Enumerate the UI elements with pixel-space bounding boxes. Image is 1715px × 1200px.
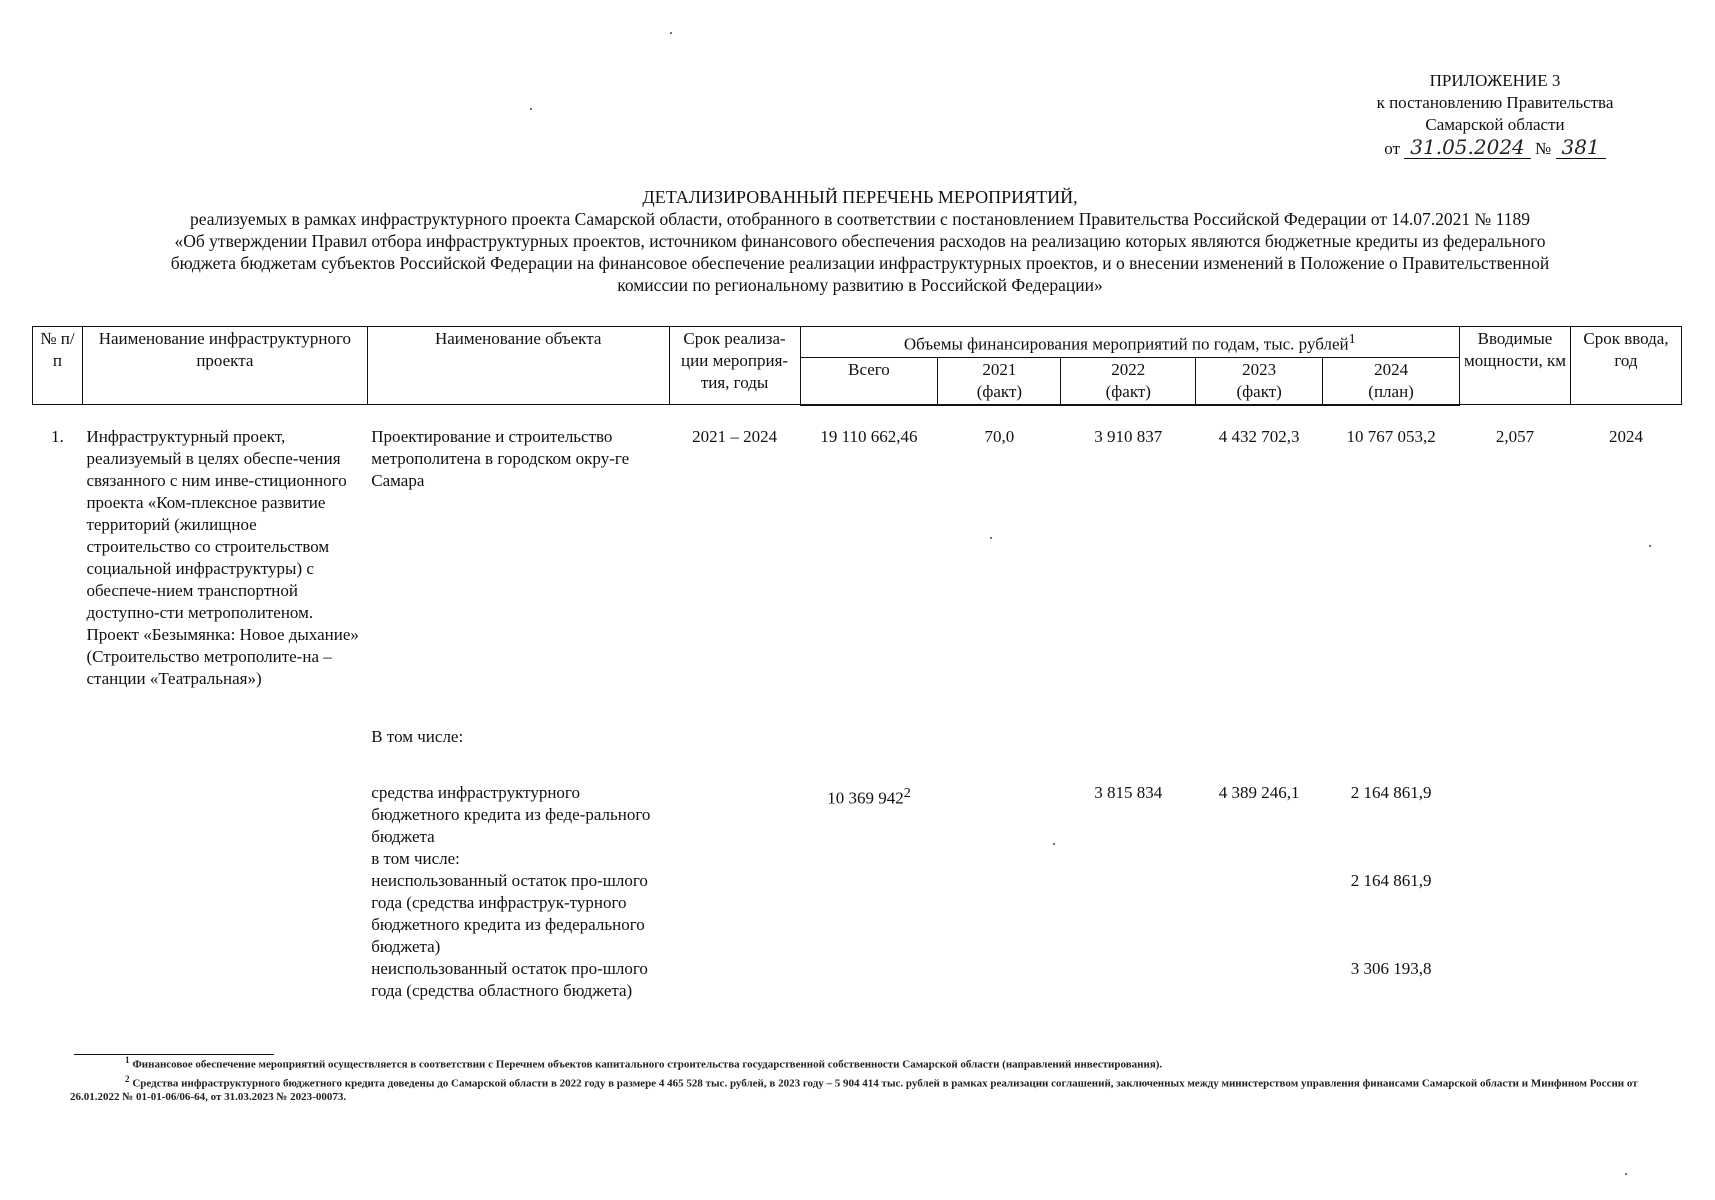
footnote-ref-2: 2 <box>903 784 911 801</box>
footnote-2-mark: 2 <box>125 1073 130 1084</box>
header-2022-note: (факт) <box>1105 381 1151 401</box>
scan-speck <box>1649 545 1651 547</box>
approval-date-line <box>1300 136 1690 160</box>
heading-line-2: «Об утверждении Правил отбора инфраструктурных проектов, источником финансового обеспечения расходов на реализацию которых являются бюджетные кредиты из федерального <box>174 231 1546 251</box>
header-period: Срок реализа-ции мероприя-тия, годы <box>669 327 800 405</box>
date-prefix: от <box>1384 139 1401 158</box>
row1-project: Инфраструктурный проект, реализуемый в целях обеспе-чения связанного с ним инве-стиционного проекта «Ком-плексное развитие территорий (жилищное строительство со строительством социальной инфраструктуры) с обеспече-нием транспортной доступно-сти метрополитеном. Проект «Безымянка: Новое дыхание» (Строительство метрополите-на – станции «Театральная») <box>86 426 359 688</box>
row2-total <box>800 782 938 870</box>
scan-speck <box>530 108 532 110</box>
measures-table <box>32 326 1682 1002</box>
header-2024 <box>1323 357 1460 405</box>
header-2024-year: 2024 <box>1374 359 1409 379</box>
header-total: Всего <box>800 357 938 405</box>
row2-object-text: средства инфраструктурного бюджетного кредита из феде-рального бюджета <box>371 782 651 846</box>
row2-object <box>367 782 669 870</box>
number-prefix: № <box>1535 139 1552 158</box>
row1-num: 1. <box>51 426 64 446</box>
header-2021 <box>938 357 1061 405</box>
footnote-2-text: Средства инфраструктурного бюджетного кредита доведены до Самарской области в 2022 году в размере 4 465 528 тыс. рублей, в 2023 году – 5 904 414 тыс. рублей в рамках реализации соглашений, заключенных между министерством управления финансами Самарской области и Минфином России от 26.01.2022 № 01-01-06/06-64, от 31.03.2023 № 2023-00073. <box>70 1077 1638 1104</box>
header-funding <box>800 327 1459 358</box>
footnote-1 <box>70 1053 1685 1072</box>
table-row <box>33 726 1682 782</box>
header-2023-year: 2023 <box>1242 359 1277 379</box>
header-project: Наименование инфраструктурного проекта <box>82 327 367 405</box>
approval-block <box>1300 70 1690 160</box>
header-2023 <box>1196 357 1323 405</box>
header-2022 <box>1061 357 1196 405</box>
row1-object: Проектирование и строительство метрополитена в городском окру-ге Самара <box>371 426 630 490</box>
row1-2023: 4 432 702,3 <box>1218 426 1300 446</box>
heading-line-4: комиссии по региональному развитию в Российской Федерации» <box>617 275 1103 295</box>
header-2021-note: (факт) <box>976 381 1023 401</box>
row2-2023: 4 389 246,1 <box>1218 782 1300 802</box>
row1-commission: 2024 <box>1608 426 1643 446</box>
footnote-1-mark: 1 <box>125 1055 130 1065</box>
header-object: Наименование объекта <box>367 327 669 405</box>
scan-speck <box>670 32 672 34</box>
footnotes <box>70 1053 1685 1104</box>
header-2023-note: (факт) <box>1236 381 1282 401</box>
table-row <box>33 782 1682 870</box>
header-2022-year: 2022 <box>1111 359 1146 379</box>
header-commission: Срок ввода, год <box>1570 327 1681 405</box>
document-heading <box>40 186 1680 296</box>
footnote-2 <box>70 1072 1685 1105</box>
row2-total-value: 10 369 942 <box>827 788 904 808</box>
row1-2022: 3 910 837 <box>1094 426 1163 446</box>
scan-speck <box>1625 1173 1627 1175</box>
row1-2024: 10 767 053,2 <box>1346 426 1436 446</box>
row3-object: неиспользованный остаток про-шлого года (средства инфраструк-турного бюджетного кредита из федерального бюджета) <box>371 870 648 956</box>
table-row <box>33 958 1682 1002</box>
row1-total: 19 110 662,46 <box>820 426 918 446</box>
row1-2021: 70,0 <box>984 426 1015 446</box>
footnote-ref-1: 1 <box>1348 331 1356 347</box>
header-funding-text: Объемы финансирования мероприятий по годам, тыс. рублей <box>903 334 1349 354</box>
table-row <box>33 426 1682 726</box>
header-num: № п/п <box>33 327 83 405</box>
including-label-2: в том числе: <box>371 848 460 868</box>
approval-number: 381 <box>1556 136 1606 159</box>
heading-line-3: бюджета бюджетам субъектов Российской Федерации на финансовое обеспечение реализации инфраструктурных проектов, и о внесении изменений в Положение о Правительственной <box>170 253 1550 273</box>
document-title: ДЕТАЛИЗИРОВАННЫЙ ПЕРЕЧЕНЬ МЕРОПРИЯТИЙ, <box>642 187 1078 207</box>
appendix-title: ПРИЛОЖЕНИЕ 3 <box>1429 71 1561 90</box>
row2-2024: 2 164 861,9 <box>1350 782 1432 802</box>
row1-period: 2021 – 2024 <box>692 426 778 446</box>
approval-line-2: Самарской области <box>1425 115 1565 134</box>
scan-speck <box>1053 843 1055 845</box>
row4-object: неиспользованный остаток про-шлого года (средства областного бюджета) <box>371 958 648 1000</box>
heading-line-1: реализуемых в рамках инфраструктурного проекта Самарской области, отобранного в соответствии с постановлением Правительства Российской Федерации от 14.07.2021 № 1189 <box>190 209 1530 229</box>
row1-capacity: 2,057 <box>1495 426 1535 446</box>
header-capacity: Вводимые мощности, км <box>1460 327 1571 405</box>
approval-date: 31.05.2024 <box>1404 136 1531 159</box>
approval-line-1: к постановлению Правительства <box>1376 93 1614 112</box>
header-2024-note: (план) <box>1368 381 1414 401</box>
scan-speck <box>990 537 992 539</box>
row3-2024: 2 164 861,9 <box>1350 870 1432 890</box>
header-2021-year: 2021 <box>982 359 1017 379</box>
including-label: В том числе: <box>371 726 464 746</box>
row2-2022: 3 815 834 <box>1094 782 1163 802</box>
table-row <box>33 870 1682 958</box>
footnote-1-text: Финансовое обеспечение мероприятий осуществляется в соответствии с Перечнем объектов капитального строительства государственной собственности Самарской области (направлений инвестирования). <box>132 1058 1163 1071</box>
row4-2024: 3 306 193,8 <box>1350 958 1432 978</box>
